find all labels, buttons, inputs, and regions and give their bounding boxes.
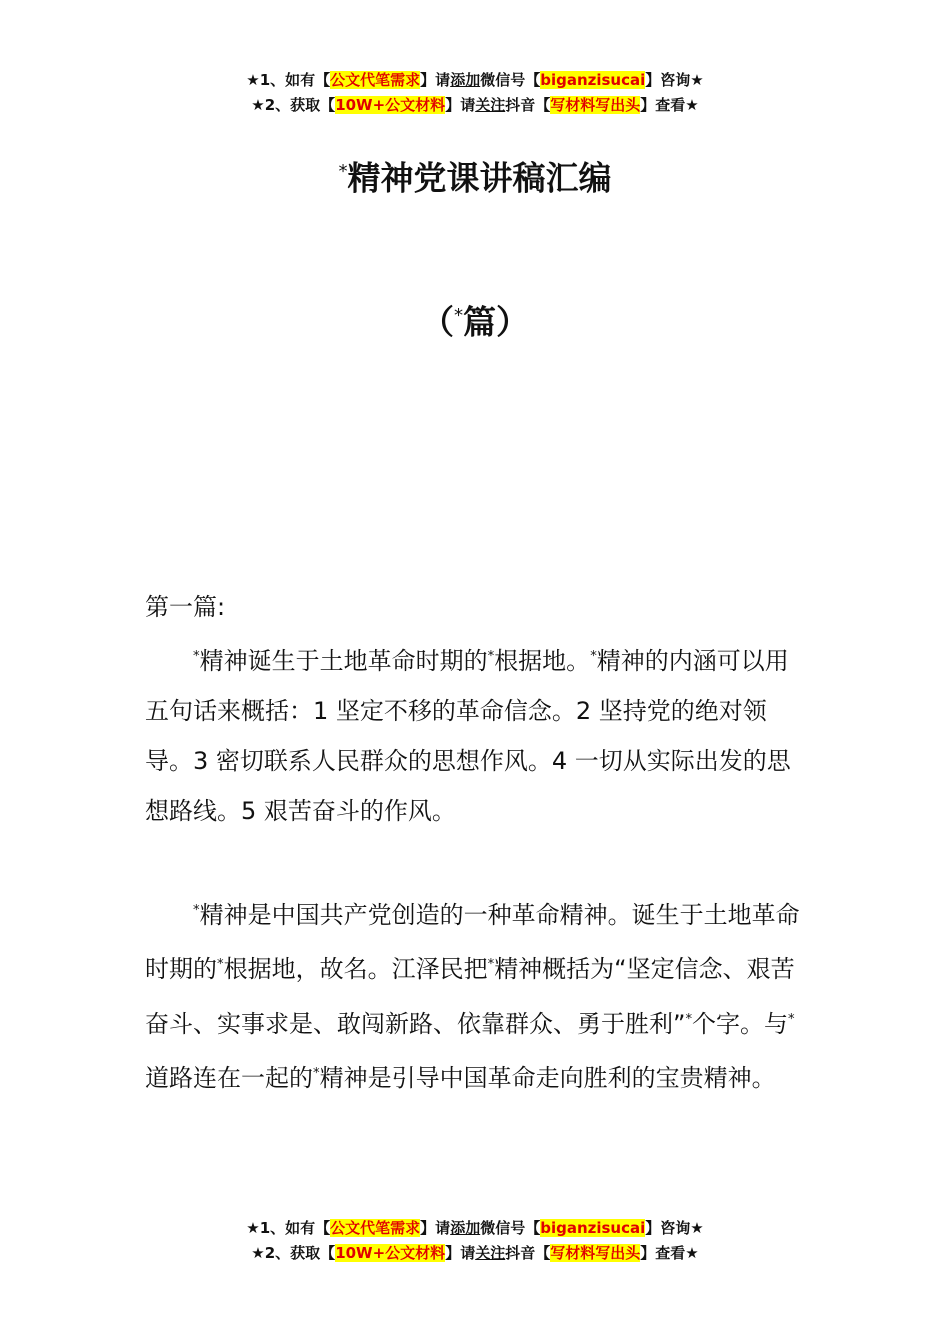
header-banner — [0, 68, 950, 118]
section-heading: 第一篇: — [145, 593, 226, 621]
materials-highlight: 10W+公文材料 — [335, 96, 446, 114]
document-title: *精神党课讲稿汇编 — [338, 158, 612, 198]
douyin-id-highlight: 写材料写出头 — [550, 1244, 641, 1262]
wechat-id-highlight: biganzisucai — [540, 1219, 646, 1237]
banner-line-1: ★1、如有【公文代笔需求】请添加微信号【biganzisucai】咨询★ — [246, 1219, 704, 1237]
paragraph-2: *精神是中国共产党创造的一种革命精神。诞生于土地革命时期的*根据地，故名。江泽民把*精神概括为“坚定信念、艰苦奋斗、实事求是、敢闯新路、依靠群众、勇于胜利”*个字。与*道路连在一起的*精神是引导中国革命走向胜利的宝贵精神。 — [145, 901, 800, 1093]
wechat-id-highlight: biganzisucai — [540, 71, 646, 89]
paragraph-1: *精神诞生于土地革命时期的*根据地。*精神的内涵可以用五句话来概括：1 坚定不移的革命信念。2 坚持党的绝对领导。3 密切联系人民群众的思想作风。4 一切从实际出发的思想路线。5 艰苦奋斗的作风。 — [145, 647, 791, 826]
materials-highlight: 10W+公文材料 — [335, 1244, 446, 1262]
service-highlight: 公文代笔需求 — [330, 71, 421, 89]
banner-line-2: ★2、获取【10W+公文材料】请关注抖音【写材料写出头】查看★ — [251, 96, 699, 114]
douyin-id-highlight: 写材料写出头 — [550, 96, 641, 114]
banner-line-1: ★1、如有【公文代笔需求】请添加微信号【biganzisucai】咨询★ — [246, 71, 704, 89]
footer-banner — [0, 1216, 950, 1266]
banner-line-2: ★2、获取【10W+公文材料】请关注抖音【写材料写出头】查看★ — [251, 1244, 699, 1262]
document-subtitle: （*篇） — [420, 302, 530, 342]
document-body — [145, 582, 810, 1103]
service-highlight: 公文代笔需求 — [330, 1219, 421, 1237]
